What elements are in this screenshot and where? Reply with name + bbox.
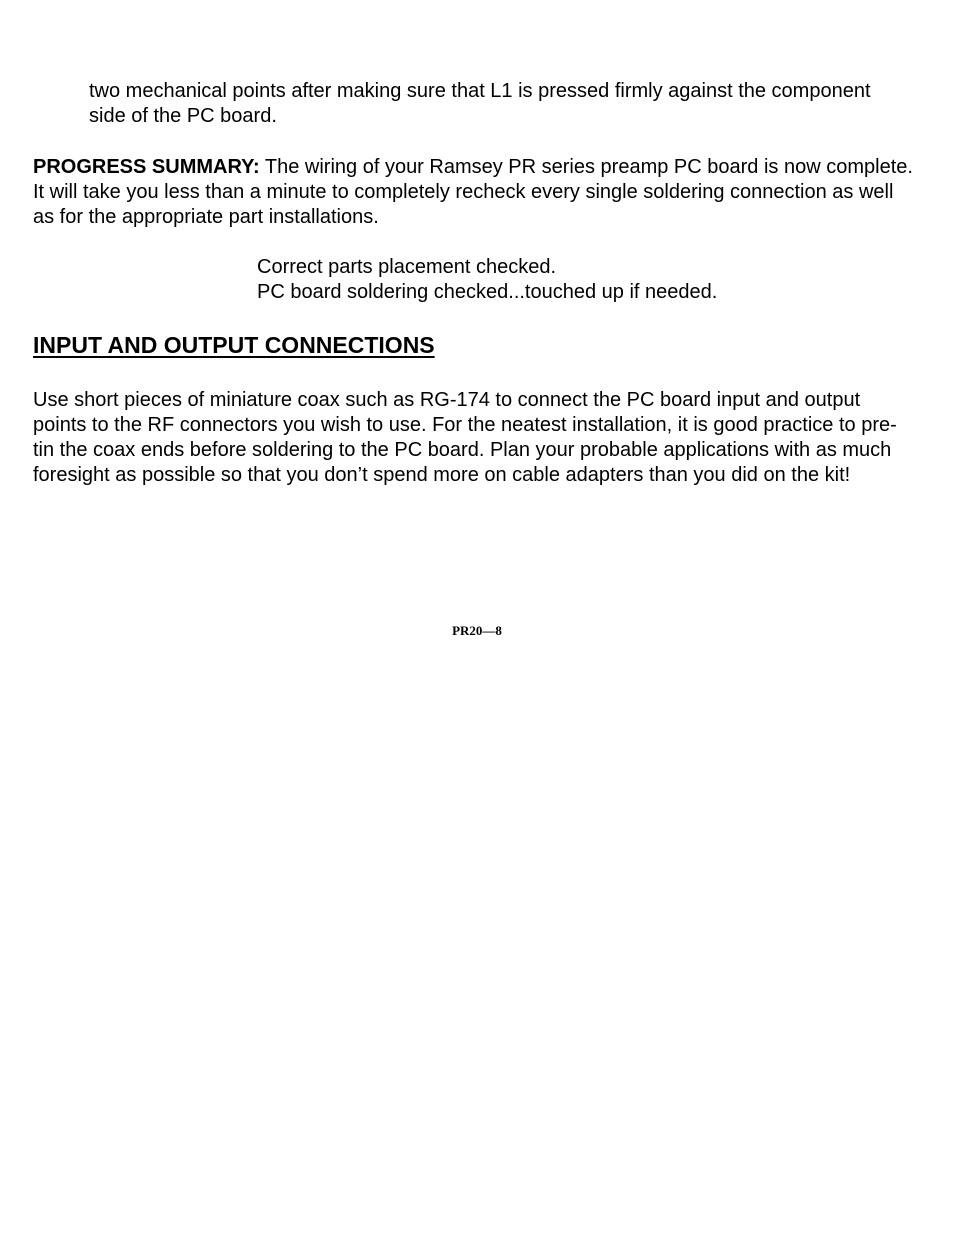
progress-summary-lead: PROGRESS SUMMARY: bbox=[33, 156, 260, 178]
connections-paragraph: Use short pieces of miniature coax such as RG-174 to connect the PC board input and output points to the RF connectors you wish to use. For the neatest installation, it is good practice to pre-tin the coax ends before soldering to the PC board. Plan your probable applications with as much foresight as possible so that you don’t spend more on cable adapters than you did on the kit! bbox=[33, 389, 897, 486]
checklist-item-parts-placement: Correct parts placement checked. bbox=[257, 256, 557, 278]
section-heading-input-output: INPUT AND OUTPUT CONNECTIONS bbox=[33, 332, 435, 358]
page-number: PR20—8 bbox=[452, 623, 502, 638]
checklist bbox=[257, 255, 897, 305]
checklist-item-soldering: PC board soldering checked...touched up if needed. bbox=[257, 281, 718, 303]
progress-summary-paragraph bbox=[33, 155, 913, 230]
progress-summary-text: The wiring of your Ramsey PR series preamp PC board is now complete. It will take you less than a minute to completely recheck every single soldering connection as well as for the appropriate part installations. bbox=[33, 156, 913, 228]
continuation-paragraph: two mechanical points after making sure that L1 is pressed firmly against the component side of the PC board. bbox=[89, 80, 871, 127]
